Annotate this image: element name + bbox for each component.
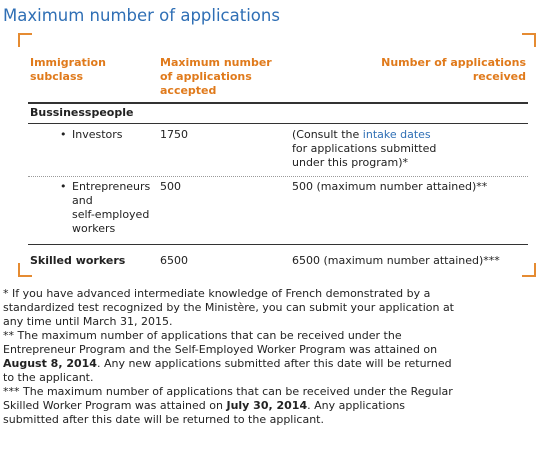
row-rule — [28, 123, 528, 124]
frame-corner — [522, 33, 536, 47]
footnote-3: *** The maximum number of applications that can be received under the Regular Skilled Worker Program was attained on July 30, 2014. Any applications submitted after this date will be returned to the applicant. — [3, 385, 453, 426]
entrepreneurs-received: 500 (maximum number attained)** — [292, 180, 488, 193]
page-title: Maximum number of applications — [3, 6, 280, 25]
footnote-1: * If you have advanced intermediate knowledge of French demonstrated by a standardized test recognized by the Ministère, you can submit your application at any time until March 31, 2015. — [3, 287, 454, 328]
footnotes — [3, 287, 551, 427]
skilled-received: 6500 (maximum number attained)*** — [292, 254, 500, 267]
entrepreneurs-max: 500 — [160, 180, 181, 193]
header-subclass: Immigration subclass — [30, 56, 106, 83]
row-rule — [28, 244, 528, 245]
bullet: • — [60, 180, 67, 193]
entrepreneurs-label: Entrepreneurs and self-employed workers — [72, 180, 151, 235]
investors-label: Investors — [72, 128, 123, 141]
footnote-2: ** The maximum number of applications that can be received under the Entrepreneur Program and the Self-Employed Worker Program was attained on August 8, 2014. Any new applications submitted after this date will be returned to the applicant. — [3, 329, 452, 384]
header-max-accepted: Maximum number of applications accepted — [160, 56, 272, 97]
section-business: Bussinesspeople — [30, 106, 134, 119]
header-received: Number of applications received — [381, 56, 526, 83]
header-rule — [28, 102, 528, 104]
frame-corner — [522, 263, 536, 277]
applications-table — [18, 33, 536, 277]
investors-received: (Consult the intake dates for applications submitted under this program)* — [292, 128, 437, 169]
frame-corner — [18, 33, 32, 47]
intake-dates-link[interactable]: intake dates — [362, 128, 431, 141]
skilled-max: 6500 — [160, 254, 188, 267]
investors-max: 1750 — [160, 128, 188, 141]
bullet: • — [60, 128, 67, 141]
skilled-label: Skilled workers — [30, 254, 126, 267]
row-divider — [28, 176, 528, 177]
